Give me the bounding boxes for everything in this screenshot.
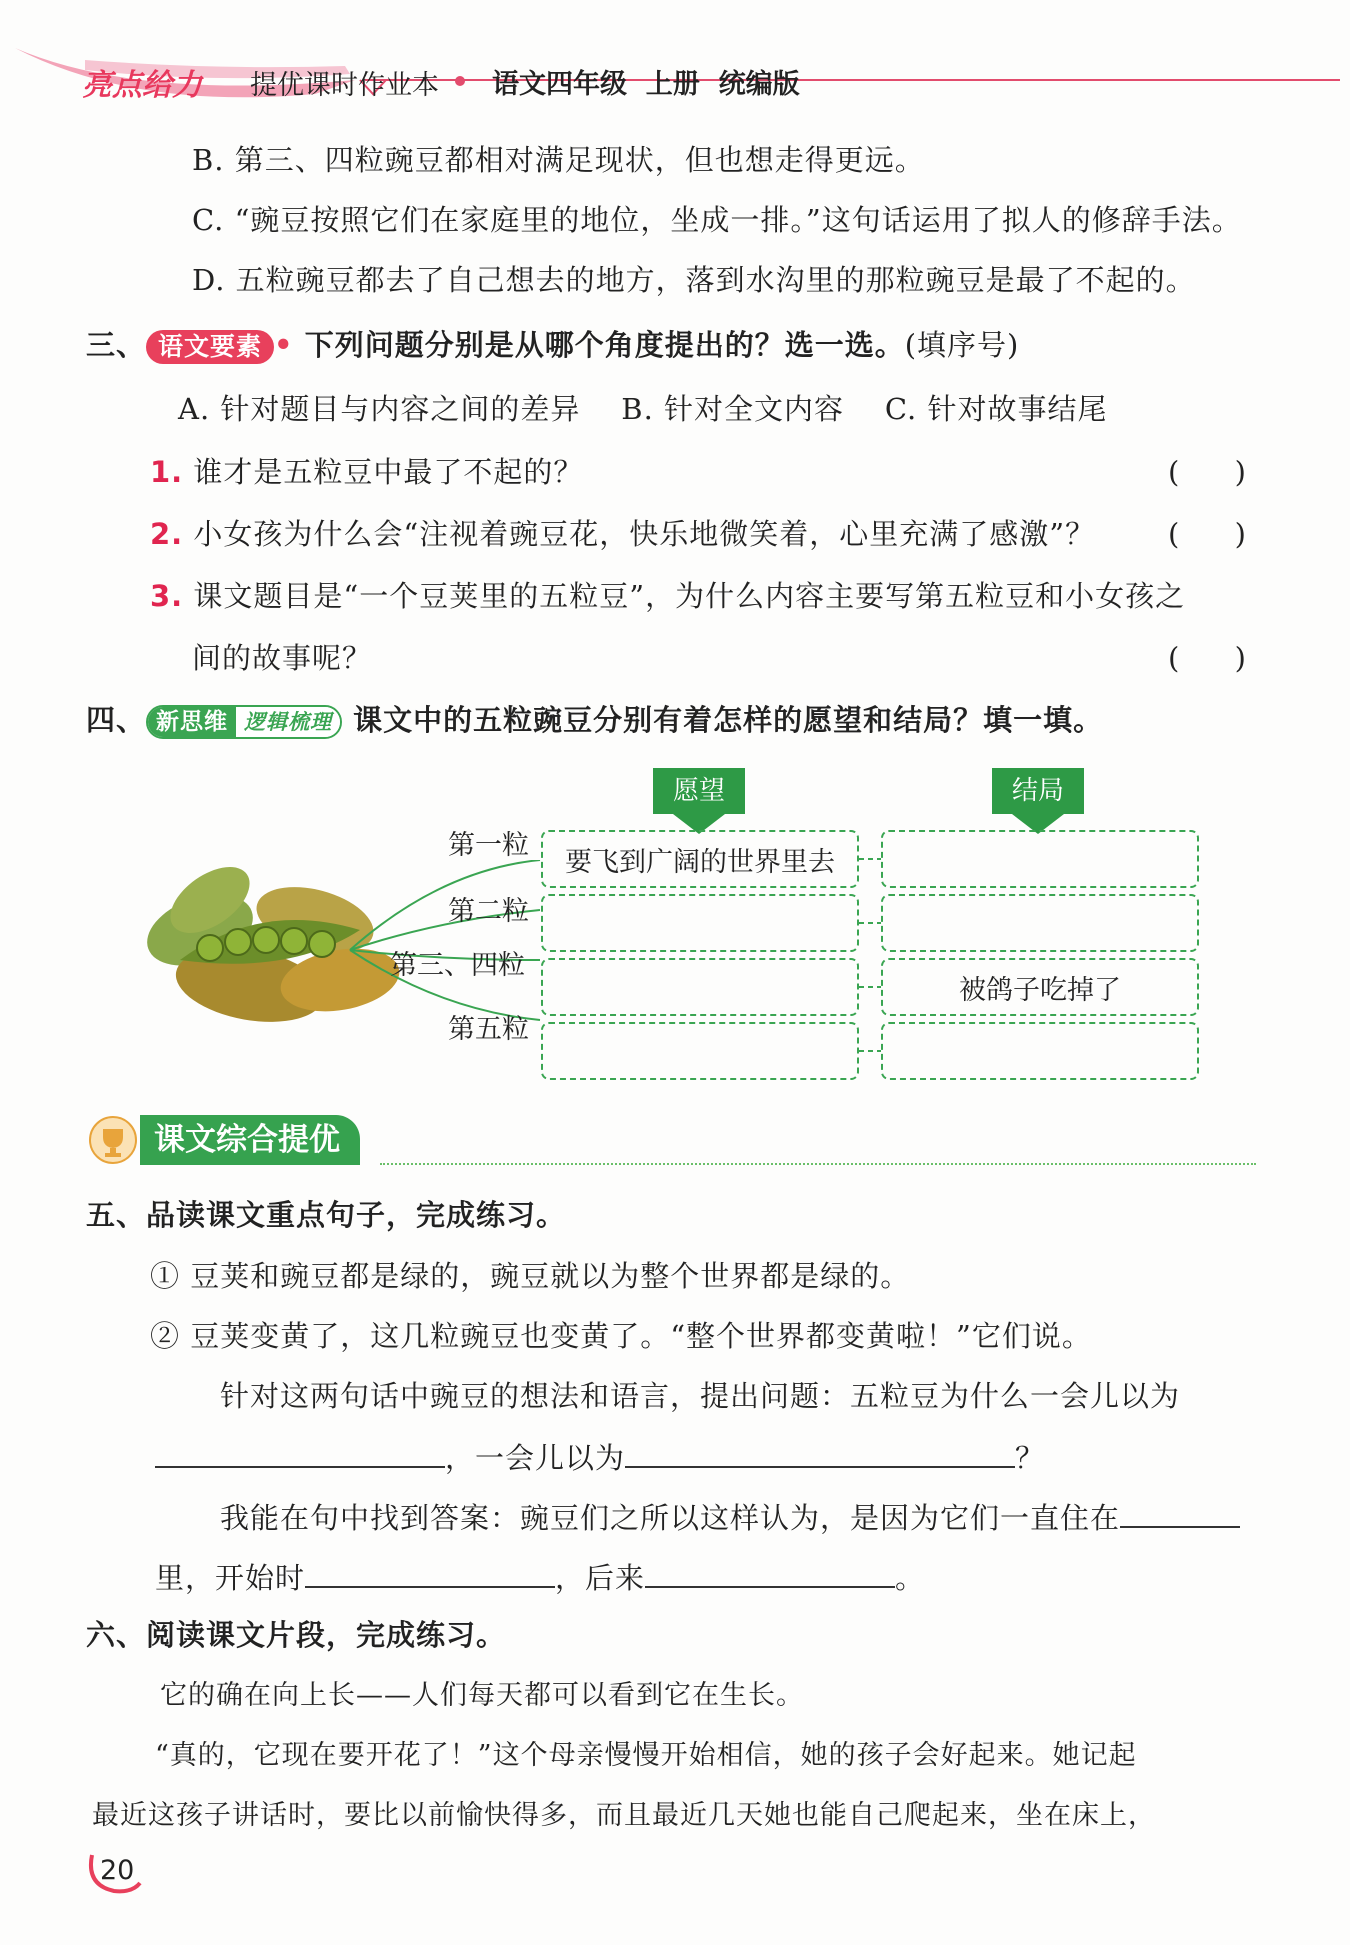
answer-paren-2[interactable]: ( ) — [1168, 517, 1246, 551]
section5-sentence-2: ② 豆荚变黄了，这几粒豌豆也变黄了。“整个世界都变黄啦！”它们说。 — [150, 1319, 1092, 1353]
section4-tag: 新思维 逻辑梳理 — [146, 705, 342, 739]
wish-box-4[interactable] — [541, 1022, 859, 1080]
row-label-2: 第二粒 — [448, 896, 529, 927]
section4-title: 课文中的五粒豌豆分别有着怎样的愿望和结局？填一填。 — [353, 703, 1104, 737]
section5-answer-line: 我能在句中找到答案：豌豆们之所以这样认为，是因为它们一直住在 — [220, 1496, 1240, 1538]
wish-box-2[interactable] — [541, 894, 859, 952]
section3-item-2: 2. 小女孩为什么会“注视着豌豆花，快乐地微笑着，心里充满了感激”？ — [150, 517, 1096, 551]
option-b: B. 第三、四粒豌豆都相对满足现状，但也想走得更远。 — [192, 143, 925, 177]
trophy-icon — [88, 1115, 138, 1165]
answer-paren-3[interactable]: ( ) — [1168, 641, 1246, 675]
section3-title: 下列问题分别是从哪个角度提出的？选一选。 — [304, 328, 905, 362]
section4-heading — [86, 700, 1103, 740]
connector-lines — [859, 830, 881, 1080]
section3-hint: (填序号) — [904, 328, 1020, 362]
ending-box-1[interactable] — [881, 830, 1199, 888]
ending-box-3[interactable]: 被鸽子吃掉了 — [881, 958, 1199, 1016]
row-label-1: 第一粒 — [448, 830, 529, 861]
section3-heading: 三、 语文要素 • 下列问题分别是从哪个角度提出的？选一选。(填序号) — [86, 328, 1020, 362]
answer-blank-c[interactable] — [1120, 1496, 1240, 1528]
banner-title: 课文综合提优 — [140, 1115, 360, 1165]
section3-number: 三、 — [86, 328, 147, 362]
section3-item-1: 1. 谁才是五粒豆中最了不起的？ — [150, 455, 584, 489]
section5-blank-line-1: ，一会儿以为 ？ — [155, 1436, 1045, 1478]
section5-blank-line-2: 里，开始时 ，后来 。 — [155, 1556, 925, 1598]
option-d: D. 五粒豌豆都去了自己想去的地方，落到水沟里的那粒豌豆是最了不起的。 — [192, 263, 1196, 297]
section4-number: 四、 — [86, 703, 147, 737]
passage-line-3: 最近这孩子讲话时，要比以前愉快得多，而且最近几天她也能自己爬起来，坐在床上， — [92, 1800, 1156, 1831]
wish-header: 愿望 — [653, 768, 745, 814]
answer-paren-1[interactable]: ( ) — [1168, 455, 1246, 489]
section3-choices: A. 针对题目与内容之间的差异 B. 针对全文内容 C. 针对故事结尾 — [178, 392, 1108, 426]
section6-title: 六、阅读课文片段，完成练习。 — [86, 1618, 507, 1652]
passage-line-1: 它的确在向上长——人们每天都可以看到它在生长。 — [160, 1680, 804, 1711]
ending-box-2[interactable] — [881, 894, 1199, 952]
option-c: C. “豌豆按照它们在家庭里的地位，坐成一排。”这句话运用了拟人的修辞手法。 — [192, 203, 1242, 237]
ending-header: 结局 — [992, 768, 1084, 814]
series-title: 提优课时作业本 — [250, 70, 439, 101]
wish-box-3[interactable] — [541, 958, 859, 1016]
section3-tag: 语文要素 — [146, 330, 274, 364]
section5-prompt: 针对这两句话中豌豆的想法和语言，提出问题：五粒豆为什么一会儿以为 — [220, 1379, 1181, 1413]
answer-blank-d[interactable] — [305, 1556, 555, 1588]
subject-info: 语文四年级 上册 统编版 — [492, 69, 800, 100]
row-label-4: 第五粒 — [448, 1014, 529, 1045]
section5-sentence-1: ① 豆荚和豌豆都是绿的，豌豆就以为整个世界都是绿的。 — [150, 1259, 911, 1293]
brand-logo: 亮点给力 — [82, 68, 202, 103]
answer-blank-b[interactable] — [625, 1436, 1015, 1468]
ending-box-4[interactable] — [881, 1022, 1199, 1080]
banner-dotted-rule — [380, 1163, 1256, 1165]
passage-line-2: “真的，它现在要开花了！”这个母亲慢慢开始相信，她的孩子会好起来。她记起 — [155, 1740, 1137, 1771]
header-dot — [455, 76, 465, 86]
section5-title: 五、品读课文重点句子，完成练习。 — [86, 1198, 567, 1232]
answer-blank-e[interactable] — [645, 1556, 895, 1588]
page-number: 20 — [100, 1855, 135, 1886]
answer-blank-a[interactable] — [155, 1436, 445, 1468]
row-label-3: 第三、四粒 — [390, 950, 525, 981]
section3-item-3: 3. 课文题目是“一个豆荚里的五粒豆”，为什么内容主要写第五粒豆和小女孩之 — [150, 579, 1186, 613]
wish-box-1[interactable]: 要飞到广阔的世界里去 — [541, 830, 859, 888]
section3-item-3-cont: 间的故事呢？ — [192, 641, 373, 675]
